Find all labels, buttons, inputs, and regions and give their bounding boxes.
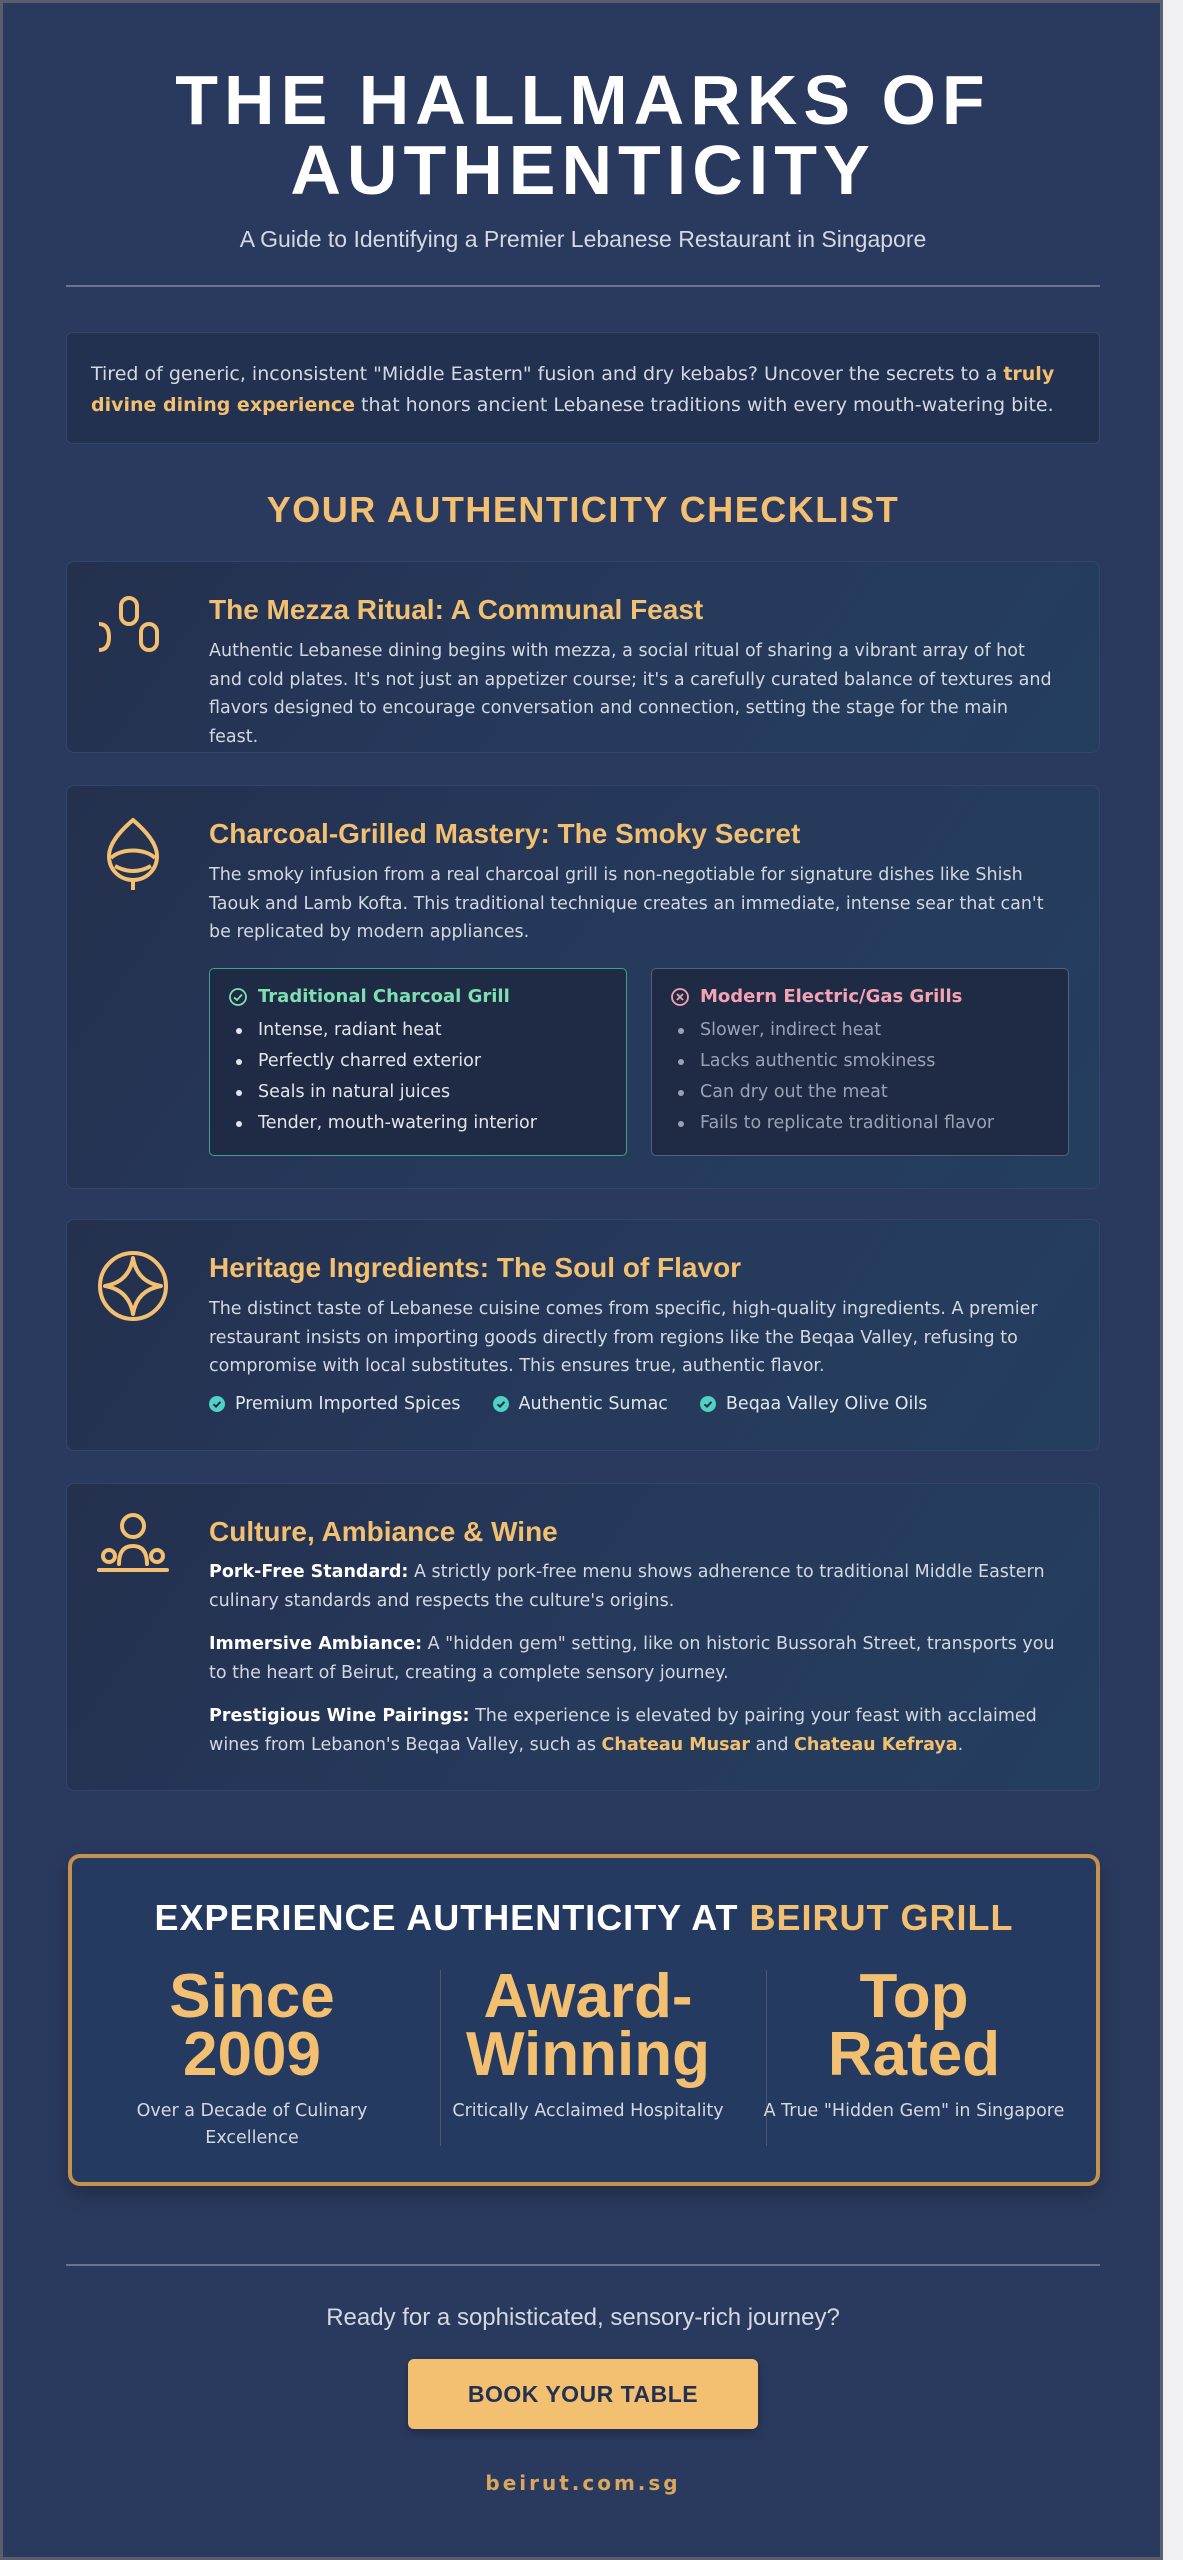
experience-title — [72, 1896, 1096, 1940]
title-line-2: AUTHENTICITY — [290, 131, 876, 209]
divider — [66, 285, 1100, 287]
stat-line: Rated — [827, 2020, 1001, 2089]
stat-rated — [754, 1962, 1074, 2125]
stat-line: Winning — [466, 2020, 710, 2089]
list-item: Lacks authentic smokiness — [670, 1046, 1050, 1077]
check-circle-icon — [228, 987, 248, 1007]
experience-title-prefix: EXPERIENCE AUTHENTICITY AT — [154, 1897, 750, 1938]
card-text: The distinct taste of Lebanese cuisine comes from specific, high-quality ingredients. A premier restaurant insists on importing goods directly from regions like the Beqaa Valley, refusing to compromise with local substitutes. This ensures true, authentic flavor. — [209, 1299, 1038, 1376]
page-title — [63, 61, 1103, 209]
tag-spices — [209, 1394, 461, 1414]
modern-grill-list — [670, 1015, 1050, 1139]
stat-line: Top — [859, 1962, 969, 2031]
stat-caption: Critically Acclaimed Hospitality — [452, 2101, 724, 2121]
list-item: Perfectly charred exterior — [228, 1046, 608, 1077]
check-badge-icon — [493, 1396, 509, 1412]
traditional-grill-box — [209, 968, 627, 1156]
point-text: A "hidden gem" setting, like on historic Bussorah Street, transports you to the heart of Beirut, creating a complete sensory journey. — [209, 1634, 1055, 1683]
title-line-1: THE HALLMARKS OF — [175, 61, 991, 139]
intro-text-end: that honors ancient Lebanese traditions with every mouth-watering bite. — [355, 394, 1054, 416]
card-mezza — [66, 561, 1100, 753]
check-badge-icon — [209, 1396, 225, 1412]
mezza-plates-icon — [95, 590, 171, 666]
point-text: . — [957, 1734, 964, 1755]
stat-value — [92, 1962, 412, 2089]
list-item: Fails to replicate traditional flavor — [670, 1108, 1050, 1139]
traditional-grill-list — [228, 1015, 608, 1139]
tag-olive-oils — [700, 1394, 927, 1414]
list-item: Tender, mouth-watering interior — [228, 1108, 608, 1139]
traditional-grill-title: Traditional Charcoal Grill — [258, 986, 510, 1007]
website-link[interactable]: beirut.com.sg — [485, 2471, 681, 2495]
modern-grill-box — [651, 968, 1069, 1156]
flame-icon — [95, 814, 171, 890]
card-text: The smoky infusion from a real charcoal grill is non-negotiable for signature dishes like Shish Taouk and Lamb Kofta. This traditional technique creates an immediate, intense sear that can't be replicated by modern appliances. — [209, 865, 1044, 942]
intro-text: Tired of generic, inconsistent "Middle Eastern" fusion and dry kebabs? Uncover the secrets to a — [91, 363, 1004, 385]
wine-name: Chateau Musar — [601, 1734, 750, 1755]
brand-name: BEIRUT GRILL — [749, 1897, 1014, 1938]
card-text: Authentic Lebanese dining begins with mezza, a social ritual of sharing a vibrant array of hot and cold plates. It's not just an appetizer course; it's a carefully curated balance of textures and flavors designed to encourage conversation and connection, setting the stage for the main feast. — [209, 641, 1052, 747]
card-title: Charcoal-Grilled Mastery: The Smoky Secret — [209, 818, 801, 849]
ingredient-tags — [209, 1394, 959, 1414]
wine-point — [209, 1702, 1059, 1759]
intro-highlight: truly divine dining experience — [91, 363, 1055, 416]
cta-question: Ready for a sophisticated, sensory-rich journey? — [326, 2304, 840, 2331]
modern-grill-title: Modern Electric/Gas Grills — [700, 986, 963, 1007]
stat-caption: Over a Decade of Culinary Excellence — [136, 2101, 368, 2148]
point-text: and — [749, 1734, 795, 1755]
list-item: Slower, indirect heat — [670, 1015, 1050, 1046]
divider — [66, 2264, 1100, 2266]
card-charcoal — [66, 785, 1100, 1189]
stat-value — [754, 1962, 1074, 2089]
point-label: Pork-Free Standard: — [209, 1562, 409, 1582]
stat-line: 2009 — [183, 2020, 321, 2089]
wine-name: Chateau Kefraya — [794, 1734, 958, 1755]
traditional-grill-heading — [228, 985, 608, 1009]
card-ingredients — [66, 1219, 1100, 1451]
stat-value — [428, 1962, 748, 2089]
intro-box — [66, 332, 1100, 444]
modern-grill-heading — [670, 985, 1050, 1009]
point-label: Prestigious Wine Pairings: — [209, 1706, 470, 1726]
stat-line: Since — [169, 1962, 335, 2031]
list-item: Can dry out the meat — [670, 1077, 1050, 1108]
culture-points — [209, 1558, 1059, 1774]
stat-caption: A True "Hidden Gem" in Singapore — [763, 2101, 1065, 2121]
card-title: The Mezza Ritual: A Communal Feast — [209, 594, 704, 625]
list-item: Seals in natural juices — [228, 1077, 608, 1108]
page-subtitle: A Guide to Identifying a Premier Lebanese Restaurant in Singapore — [239, 226, 927, 252]
community-icon — [95, 1512, 171, 1588]
x-circle-icon — [670, 987, 690, 1007]
spice-star-icon — [95, 1248, 171, 1324]
checklist-title: YOUR AUTHENTICITY CHECKLIST — [266, 489, 900, 530]
pork-free-point — [209, 1558, 1059, 1615]
ambiance-point — [209, 1630, 1059, 1687]
book-table-button[interactable]: BOOK YOUR TABLE — [408, 2359, 758, 2429]
point-text: The experience is elevated by pairing your feast with acclaimed wines from Lebanon's Beqaa Valley, such as — [209, 1706, 1037, 1755]
card-title: Heritage Ingredients: The Soul of Flavor — [209, 1252, 742, 1283]
list-item: Intense, radiant heat — [228, 1015, 608, 1046]
stat-since — [92, 1962, 412, 2152]
tag-label: Premium Imported Spices — [235, 1394, 461, 1414]
stat-award — [428, 1962, 748, 2125]
tag-sumac — [493, 1394, 668, 1414]
card-culture — [66, 1483, 1100, 1791]
stat-line: Award- — [483, 1962, 693, 2031]
point-label: Immersive Ambiance: — [209, 1634, 423, 1654]
tag-label: Beqaa Valley Olive Oils — [725, 1394, 928, 1414]
experience-box — [68, 1854, 1100, 2186]
tag-label: Authentic Sumac — [518, 1394, 668, 1414]
check-badge-icon — [700, 1396, 716, 1412]
point-text: A strictly pork-free menu shows adherence to traditional Middle Eastern culinary standards and respects the culture's origins. — [209, 1562, 1045, 1611]
card-title: Culture, Ambiance & Wine — [209, 1516, 558, 1547]
